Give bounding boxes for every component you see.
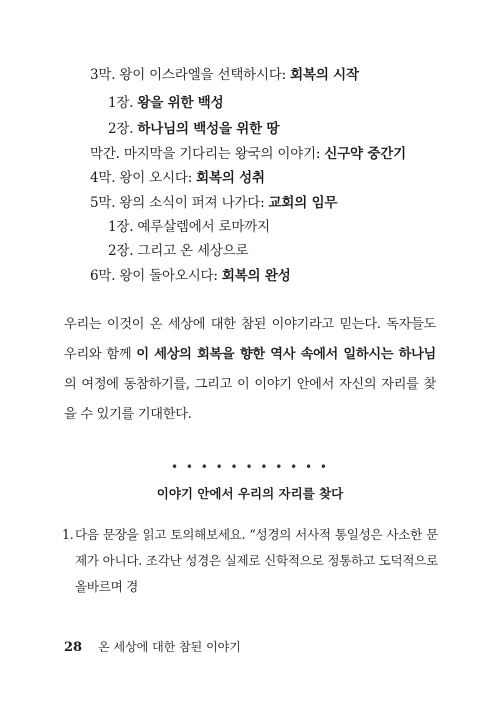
question-text: 다음 문장을 읽고 토의해보세요. “성경의 서사적 통일성은 사소한 문제가 아니다. 조각난 성경은 실제로 신학적으로 정통하고 도덕적으로 올바르며 경	[75, 527, 438, 594]
outline-item-act3: 3막. 왕이 이스라엘을 선택하시다: 회복의 시작	[90, 67, 359, 83]
outline-item-act3-ch2: 2장. 하나님의 백성을 위한 땅	[108, 121, 280, 137]
outline-item-act3-ch1: 1장. 왕을 위한 백성	[108, 95, 224, 111]
outline-item-act6: 6막. 왕이 돌아오시다: 회복의 완성	[90, 268, 291, 284]
running-title: 온 세상에 대한 참된 이야기	[98, 640, 241, 654]
discussion-question	[62, 522, 438, 600]
page-number: 28	[64, 640, 83, 655]
outline-item-act5-ch1: 1장. 예루살렘에서 로마까지	[108, 219, 270, 235]
outline-item-act5: 5막. 왕의 소식이 퍼져 나가다: 교회의 임무	[90, 195, 338, 211]
question-number: 1.	[62, 527, 74, 542]
section-divider: • • • • • • • • • • •	[170, 460, 329, 474]
section-heading: 이야기 안에서 우리의 자리를 찾다	[156, 486, 344, 501]
outline-item-act5-ch2: 2장. 그리고 온 세상으로	[108, 243, 249, 259]
outline-item-interlude: 막간. 마지막을 기다리는 왕국의 이야기: 신구약 중간기	[90, 146, 406, 162]
body-paragraph: 우리는 이것이 온 세상에 대한 참된 이야기라고 믿는다. 독자들도 우리와 함께 이 세상의 회복을 향한 역사 속에서 일하시는 하나님의 여정에 동참하기를, 그리고 이 이야기 안에서 자신의 자리를 찾을 수 있기를 기대한다.	[64, 317, 436, 422]
outline-item-act4: 4막. 왕이 오시다: 회복의 성취	[90, 170, 265, 186]
page-footer	[64, 638, 241, 655]
